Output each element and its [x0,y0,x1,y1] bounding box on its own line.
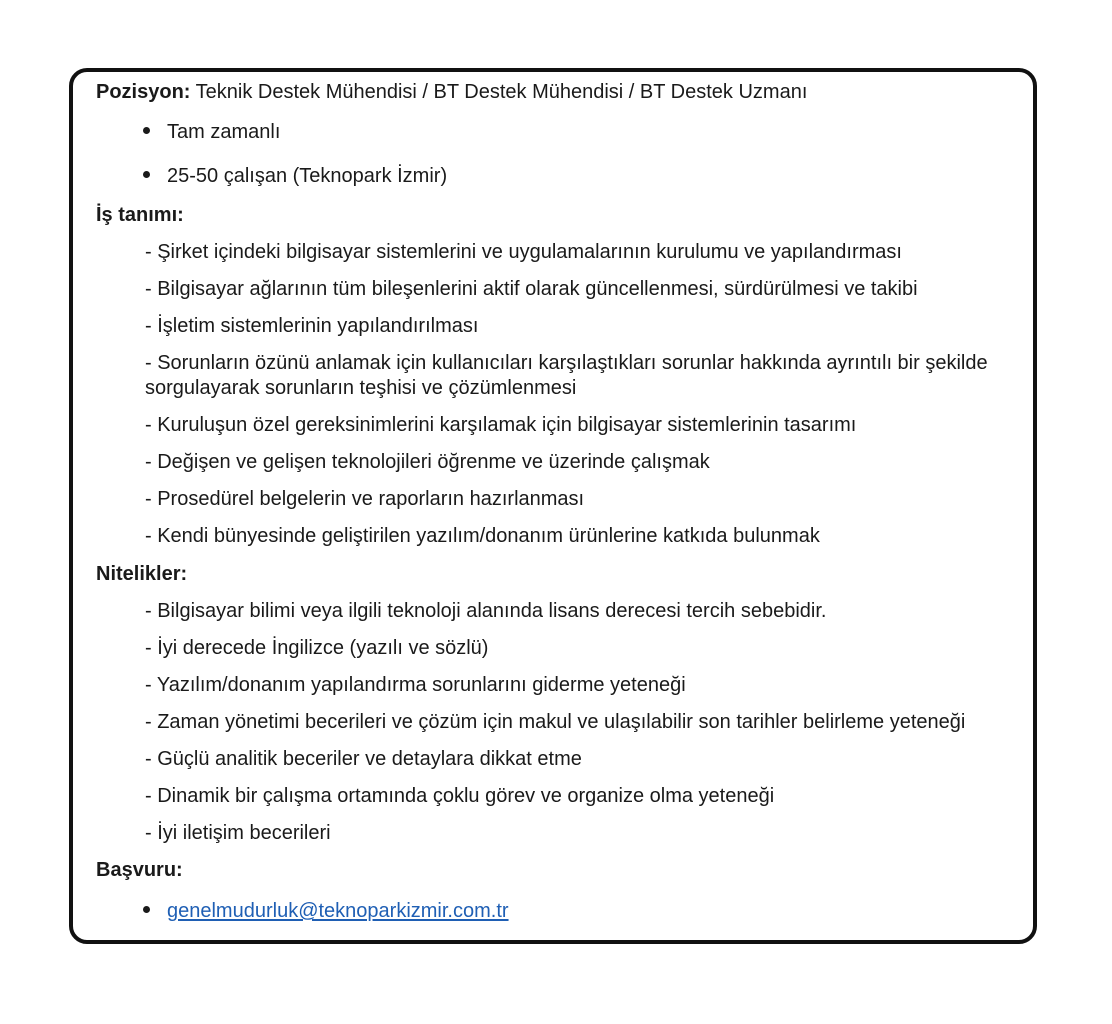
job-description-item: - Kuruluşun özel gereksinimlerini karşılamak için bilgisayar sistemlerinin tasarımı [145,414,857,436]
list-item [143,899,509,924]
job-description-item: - Kendi bünyesinde geliştirilen yazılım/donanım ürünlerine katkıda bulunmak [145,525,820,547]
qualification-item: - Güçlü analitik beceriler ve detaylara dikkat etme [145,748,582,770]
position-value: Teknik Destek Mühendisi / BT Destek Mühendisi / BT Destek Uzmanı [195,81,808,103]
qualification-item: - Zaman yönetimi becerileri ve çözüm için makul ve ulaşılabilir son tarihler belirleme yeteneği [145,711,966,733]
qualification-item: - İyi derecede İngilizce (yazılı ve sözlü) [145,637,489,659]
qualification-item: - İyi iletişim becerileri [145,822,331,844]
qualification-item: - Bilgisayar bilimi veya ilgili teknoloji alanında lisans derecesi tercih sebebidir. [145,600,827,622]
qualifications-heading: Nitelikler: [96,563,188,585]
job-description-item: - Sorunların özünü anlamak için kullanıcıları karşılaştıkları sorunlar hakkında ayrıntılı bir şekilde sorgulayarak sorunların teşhisi ve çözümlenmesi [145,352,988,399]
qualification-item: - Yazılım/donanım yapılandırma sorunlarını giderme yeteneği [145,674,686,696]
job-description-heading: İş tanımı: [96,204,184,226]
bullet-icon [143,906,150,913]
qualification-item: - Dinamik bir çalışma ortamında çoklu görev ve organize olma yeteneği [145,785,775,807]
application-heading: Başvuru: [96,859,183,881]
position-line [96,80,807,105]
bullet-icon [143,127,150,134]
bullet-icon [143,171,150,178]
position-label: Pozisyon: [96,81,191,103]
list-item [143,120,280,145]
position-bullet-text: 25-50 çalışan (Teknopark İzmir) [167,165,448,187]
job-description-item: - Şirket içindeki bilgisayar sistemlerini ve uygulamalarının kurulumu ve yapılandırması [145,241,902,263]
job-description-item: - Prosedürel belgelerin ve raporların hazırlanması [145,488,585,510]
list-item [143,164,447,189]
job-description-item: - Bilgisayar ağlarının tüm bileşenlerini aktif olarak güncellenmesi, sürdürülmesi ve takibi [145,278,918,300]
job-description-item: - İşletim sistemlerinin yapılandırılması [145,315,479,337]
application-email-link[interactable]: genelmudurluk@teknoparkizmir.com.tr [167,900,509,922]
position-bullet-text: Tam zamanlı [167,121,281,143]
job-description-item: - Değişen ve gelişen teknolojileri öğrenme ve üzerinde çalışmak [145,451,710,473]
